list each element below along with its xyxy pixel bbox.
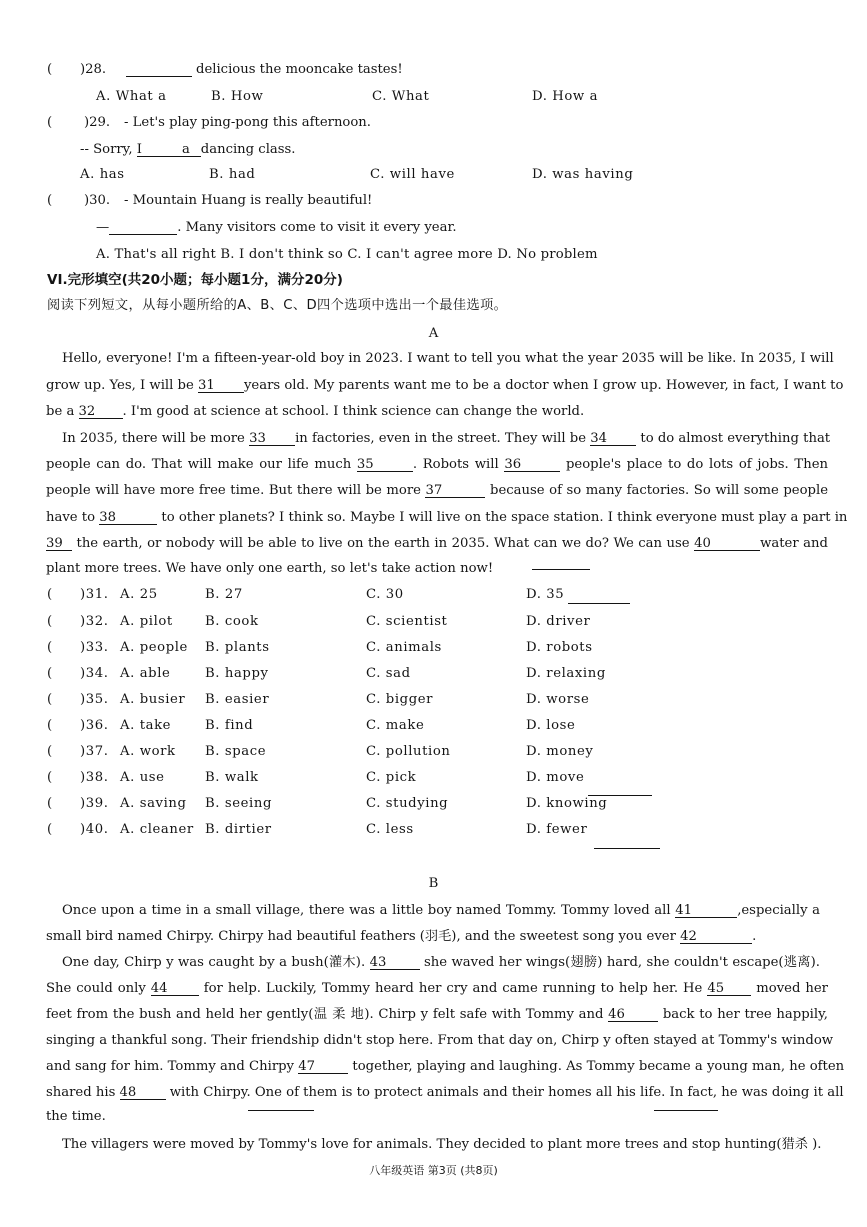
- choice-number: )34.: [80, 666, 109, 681]
- choice-option-d[interactable]: D. worse: [526, 692, 590, 707]
- choice-number: )40.: [80, 822, 109, 837]
- passage-a-line-3: be a 32 . I'm good at science at school. I think science can change the world.: [46, 404, 585, 419]
- q29-option-a[interactable]: A. has: [80, 167, 125, 182]
- choice-option-b[interactable]: B. happy: [205, 666, 269, 681]
- passage-a-line-7: have to 38 to other planets? I think so. Maybe I will live on the space station. I think everyone must play a part in: [46, 510, 848, 525]
- passage-b-line-1: Once upon a time in a small village, there was a little boy named Tommy. Tommy loved all 41 ,especially a: [62, 903, 821, 918]
- choice-option-d[interactable]: D. robots: [526, 640, 593, 655]
- passage-a-line-5: people can do. That will make our life much 35 . Robots will 36 people's place to do lots of jobs. Then: [46, 457, 828, 472]
- blank-33[interactable]: 33: [249, 432, 295, 446]
- choice-number: )38.: [80, 770, 109, 785]
- q28-option-a[interactable]: A. What a: [96, 89, 167, 104]
- choice-paren: (: [47, 718, 53, 733]
- choice-option-a[interactable]: A. able: [120, 666, 171, 681]
- blank-43[interactable]: 43: [370, 956, 420, 970]
- choice-paren: (: [47, 587, 53, 602]
- blank-41[interactable]: 41: [675, 904, 737, 918]
- choice-option-c[interactable]: C. scientist: [366, 614, 448, 629]
- choice-option-a[interactable]: A. use: [120, 770, 165, 785]
- blank-36[interactable]: 36: [504, 458, 560, 472]
- stray-underline: [532, 569, 590, 570]
- q30-stem-line1: - Mountain Huang is really beautiful!: [124, 193, 373, 208]
- passage-a-line-2: grow up. Yes, I will be 31 years old. My parents want me to be a doctor when I grow up. However, in fact, I want to: [46, 378, 844, 393]
- passage-a-line-8: 39 the earth, or nobody will be able to live on the earth in 2035. What can we do? We can use 40 water and: [46, 536, 828, 551]
- choice-option-b[interactable]: B. space: [205, 744, 267, 759]
- q28-paren: (: [47, 62, 53, 77]
- blank-44[interactable]: 44: [151, 982, 199, 996]
- page-footer: 八年级英语 第3页 (共8页): [369, 1164, 498, 1177]
- choice-option-d[interactable]: D. lose: [526, 718, 576, 733]
- passage-b-line-8: shared his 48 with Chirpy. One of them is to protect animals and their homes all his life. In fact, he was doing it all: [46, 1085, 844, 1100]
- passage-a-label: A: [428, 326, 439, 341]
- q29-stem-line1: - Let's play ping-pong this afternoon.: [124, 115, 371, 130]
- choice-paren: (: [47, 666, 53, 681]
- section-instruction: 阅读下列短文，从每小题所给的A、B、C、D四个选项中选出一个最佳选项。: [47, 298, 508, 313]
- choice-option-c[interactable]: C. studying: [366, 796, 449, 811]
- stray-underline: [568, 603, 630, 604]
- choice-number: )36.: [80, 718, 109, 733]
- choice-number: )33.: [80, 640, 109, 655]
- passage-a-line-9: plant more trees. We have only one earth, so let's take action now!: [46, 561, 494, 576]
- q28-option-d[interactable]: D. How a: [532, 89, 599, 104]
- passage-b-line-6: singing a thankful song. Their friendship didn't stop here. From that day on, Chirp y often stayed at Tommy's window: [46, 1033, 834, 1048]
- q29-option-d[interactable]: D. was having: [532, 167, 634, 182]
- blank-40[interactable]: 40: [694, 537, 760, 551]
- q30-stem-line2: — . Many visitors come to visit it every year.: [96, 220, 457, 235]
- choice-option-a[interactable]: A. busier: [120, 692, 186, 707]
- choice-option-d[interactable]: D. relaxing: [526, 666, 606, 681]
- q30-paren: (: [47, 193, 53, 208]
- choice-option-d[interactable]: D. move: [526, 770, 585, 785]
- stray-underline: [588, 795, 652, 796]
- choice-option-b[interactable]: B. cook: [205, 614, 259, 629]
- choice-number: )35.: [80, 692, 109, 707]
- stray-underline: [594, 848, 660, 849]
- passage-b-label: B: [428, 876, 439, 891]
- choice-option-a[interactable]: A. 25: [120, 587, 158, 602]
- choice-number: )37.: [80, 744, 109, 759]
- choice-option-d[interactable]: D. knowing: [526, 796, 608, 811]
- blank-39[interactable]: 39: [46, 537, 72, 551]
- blank-37[interactable]: 37: [425, 484, 485, 498]
- choice-paren: (: [47, 796, 53, 811]
- q29-number: )29.: [84, 115, 111, 130]
- choice-option-a[interactable]: A. pilot: [120, 614, 173, 629]
- q28-option-c[interactable]: C. What: [372, 89, 430, 104]
- q28-blank[interactable]: [126, 62, 192, 78]
- passage-a-line-1: Hello, everyone! I'm a fifteen-year-old boy in 2023. I want to tell you what the year 2035 will be like. In 2035, I will: [62, 351, 834, 366]
- q30-number: )30.: [84, 193, 111, 208]
- section-title: VI.完形填空(共20小题；每小题1分，满分20分): [47, 272, 343, 288]
- q30-blank[interactable]: [109, 221, 177, 235]
- choice-option-b[interactable]: B. walk: [205, 770, 259, 785]
- q29-blank[interactable]: I a: [137, 143, 201, 157]
- choice-number: )32.: [80, 614, 109, 629]
- choice-option-b[interactable]: B. dirtier: [205, 822, 272, 837]
- choice-option-a[interactable]: A. cleaner: [120, 822, 194, 837]
- choice-paren: (: [47, 822, 53, 837]
- blank-48[interactable]: 48: [120, 1086, 166, 1100]
- passage-b-line-3: One day, Chirp y was caught by a bush(灌木). 43 she waved her wings(翅膀) hard, she couldn't escape(逃离).: [62, 955, 820, 970]
- choice-option-c[interactable]: C. bigger: [366, 692, 434, 707]
- choice-option-c[interactable]: C. animals: [366, 640, 442, 655]
- blank-31[interactable]: 31: [198, 379, 244, 393]
- choice-option-d[interactable]: D. money: [526, 744, 594, 759]
- choice-number: )31.: [80, 587, 109, 602]
- choice-option-c[interactable]: C. make: [366, 718, 425, 733]
- blank-45[interactable]: 45: [707, 982, 751, 996]
- blank-42[interactable]: 42: [680, 930, 752, 944]
- choice-option-b[interactable]: B. seeing: [205, 796, 273, 811]
- stray-underline: [654, 1110, 718, 1111]
- choice-paren: (: [47, 692, 53, 707]
- choice-option-d[interactable]: D. 35: [526, 587, 565, 602]
- q29-stem-line2: -- Sorry, I a dancing class.: [80, 142, 296, 157]
- blank-35[interactable]: 35: [357, 458, 413, 472]
- choice-option-b[interactable]: B. easier: [205, 692, 270, 707]
- choice-option-a[interactable]: A. people: [120, 640, 188, 655]
- blank-34[interactable]: 34: [590, 432, 636, 446]
- choice-number: )39.: [80, 796, 109, 811]
- choice-option-a[interactable]: A. work: [120, 744, 176, 759]
- passage-b-line-10: The villagers were moved by Tommy's love for animals. They decided to plant more trees and stop hunting(猎杀 ).: [62, 1137, 822, 1152]
- blank-32[interactable]: 32: [79, 405, 123, 419]
- blank-47[interactable]: 47: [298, 1060, 348, 1074]
- q28-option-b[interactable]: B. How: [211, 89, 264, 104]
- choice-option-a[interactable]: A. take: [120, 718, 172, 733]
- blank-46[interactable]: 46: [608, 1008, 658, 1022]
- q29-option-c[interactable]: C. will have: [370, 167, 455, 182]
- choice-option-d[interactable]: D. fewer: [526, 822, 588, 837]
- choice-option-c[interactable]: C. sad: [366, 666, 411, 681]
- stray-underline: [248, 1110, 314, 1111]
- passage-a-line-4: In 2035, there will be more 33 in factories, even in the street. They will be 34 to do almost everything that: [62, 431, 831, 446]
- q28-stem: delicious the mooncake tastes!: [196, 62, 403, 77]
- choice-paren: (: [47, 744, 53, 759]
- q30-options[interactable]: A. That's all right B. I don't think so C. I can't agree more D. No problem: [96, 247, 598, 262]
- blank-38[interactable]: 38: [99, 511, 157, 525]
- choice-option-b[interactable]: B. find: [205, 718, 254, 733]
- choice-paren: (: [47, 640, 53, 655]
- passage-b-line-4: She could only 44 for help. Luckily, Tommy heard her cry and came running to help her. He 45 moved her: [46, 981, 828, 996]
- choice-paren: (: [47, 614, 53, 629]
- choice-option-c[interactable]: C. 30: [366, 587, 404, 602]
- choice-option-d[interactable]: D. driver: [526, 614, 591, 629]
- q28-number: )28.: [80, 62, 107, 77]
- passage-b-line-2: small bird named Chirpy. Chirpy had beautiful feathers (羽毛), and the sweetest song you ever 42 .: [46, 929, 757, 944]
- choice-option-c[interactable]: C. pick: [366, 770, 417, 785]
- choice-option-c[interactable]: C. less: [366, 822, 414, 837]
- passage-b-line-9: the time.: [46, 1109, 106, 1124]
- passage-b-line-7: and sang for him. Tommy and Chirpy 47 together, playing and laughing. As Tommy became a young man, he often: [46, 1059, 845, 1074]
- passage-b-line-5: feet from the bush and held her gently(温 柔 地). Chirp y felt safe with Tommy and 46 back to her tree happily,: [46, 1007, 828, 1022]
- choice-paren: (: [47, 770, 53, 785]
- q29-paren: (: [47, 115, 53, 130]
- choice-option-b[interactable]: B. plants: [205, 640, 270, 655]
- q29-option-b[interactable]: B. had: [209, 167, 256, 182]
- choice-option-a[interactable]: A. saving: [120, 796, 187, 811]
- choice-option-c[interactable]: C. pollution: [366, 744, 451, 759]
- passage-a-line-6: people will have more free time. But there will be more 37 because of so many factories. So will some people: [46, 483, 829, 498]
- choice-option-b[interactable]: B. 27: [205, 587, 243, 602]
